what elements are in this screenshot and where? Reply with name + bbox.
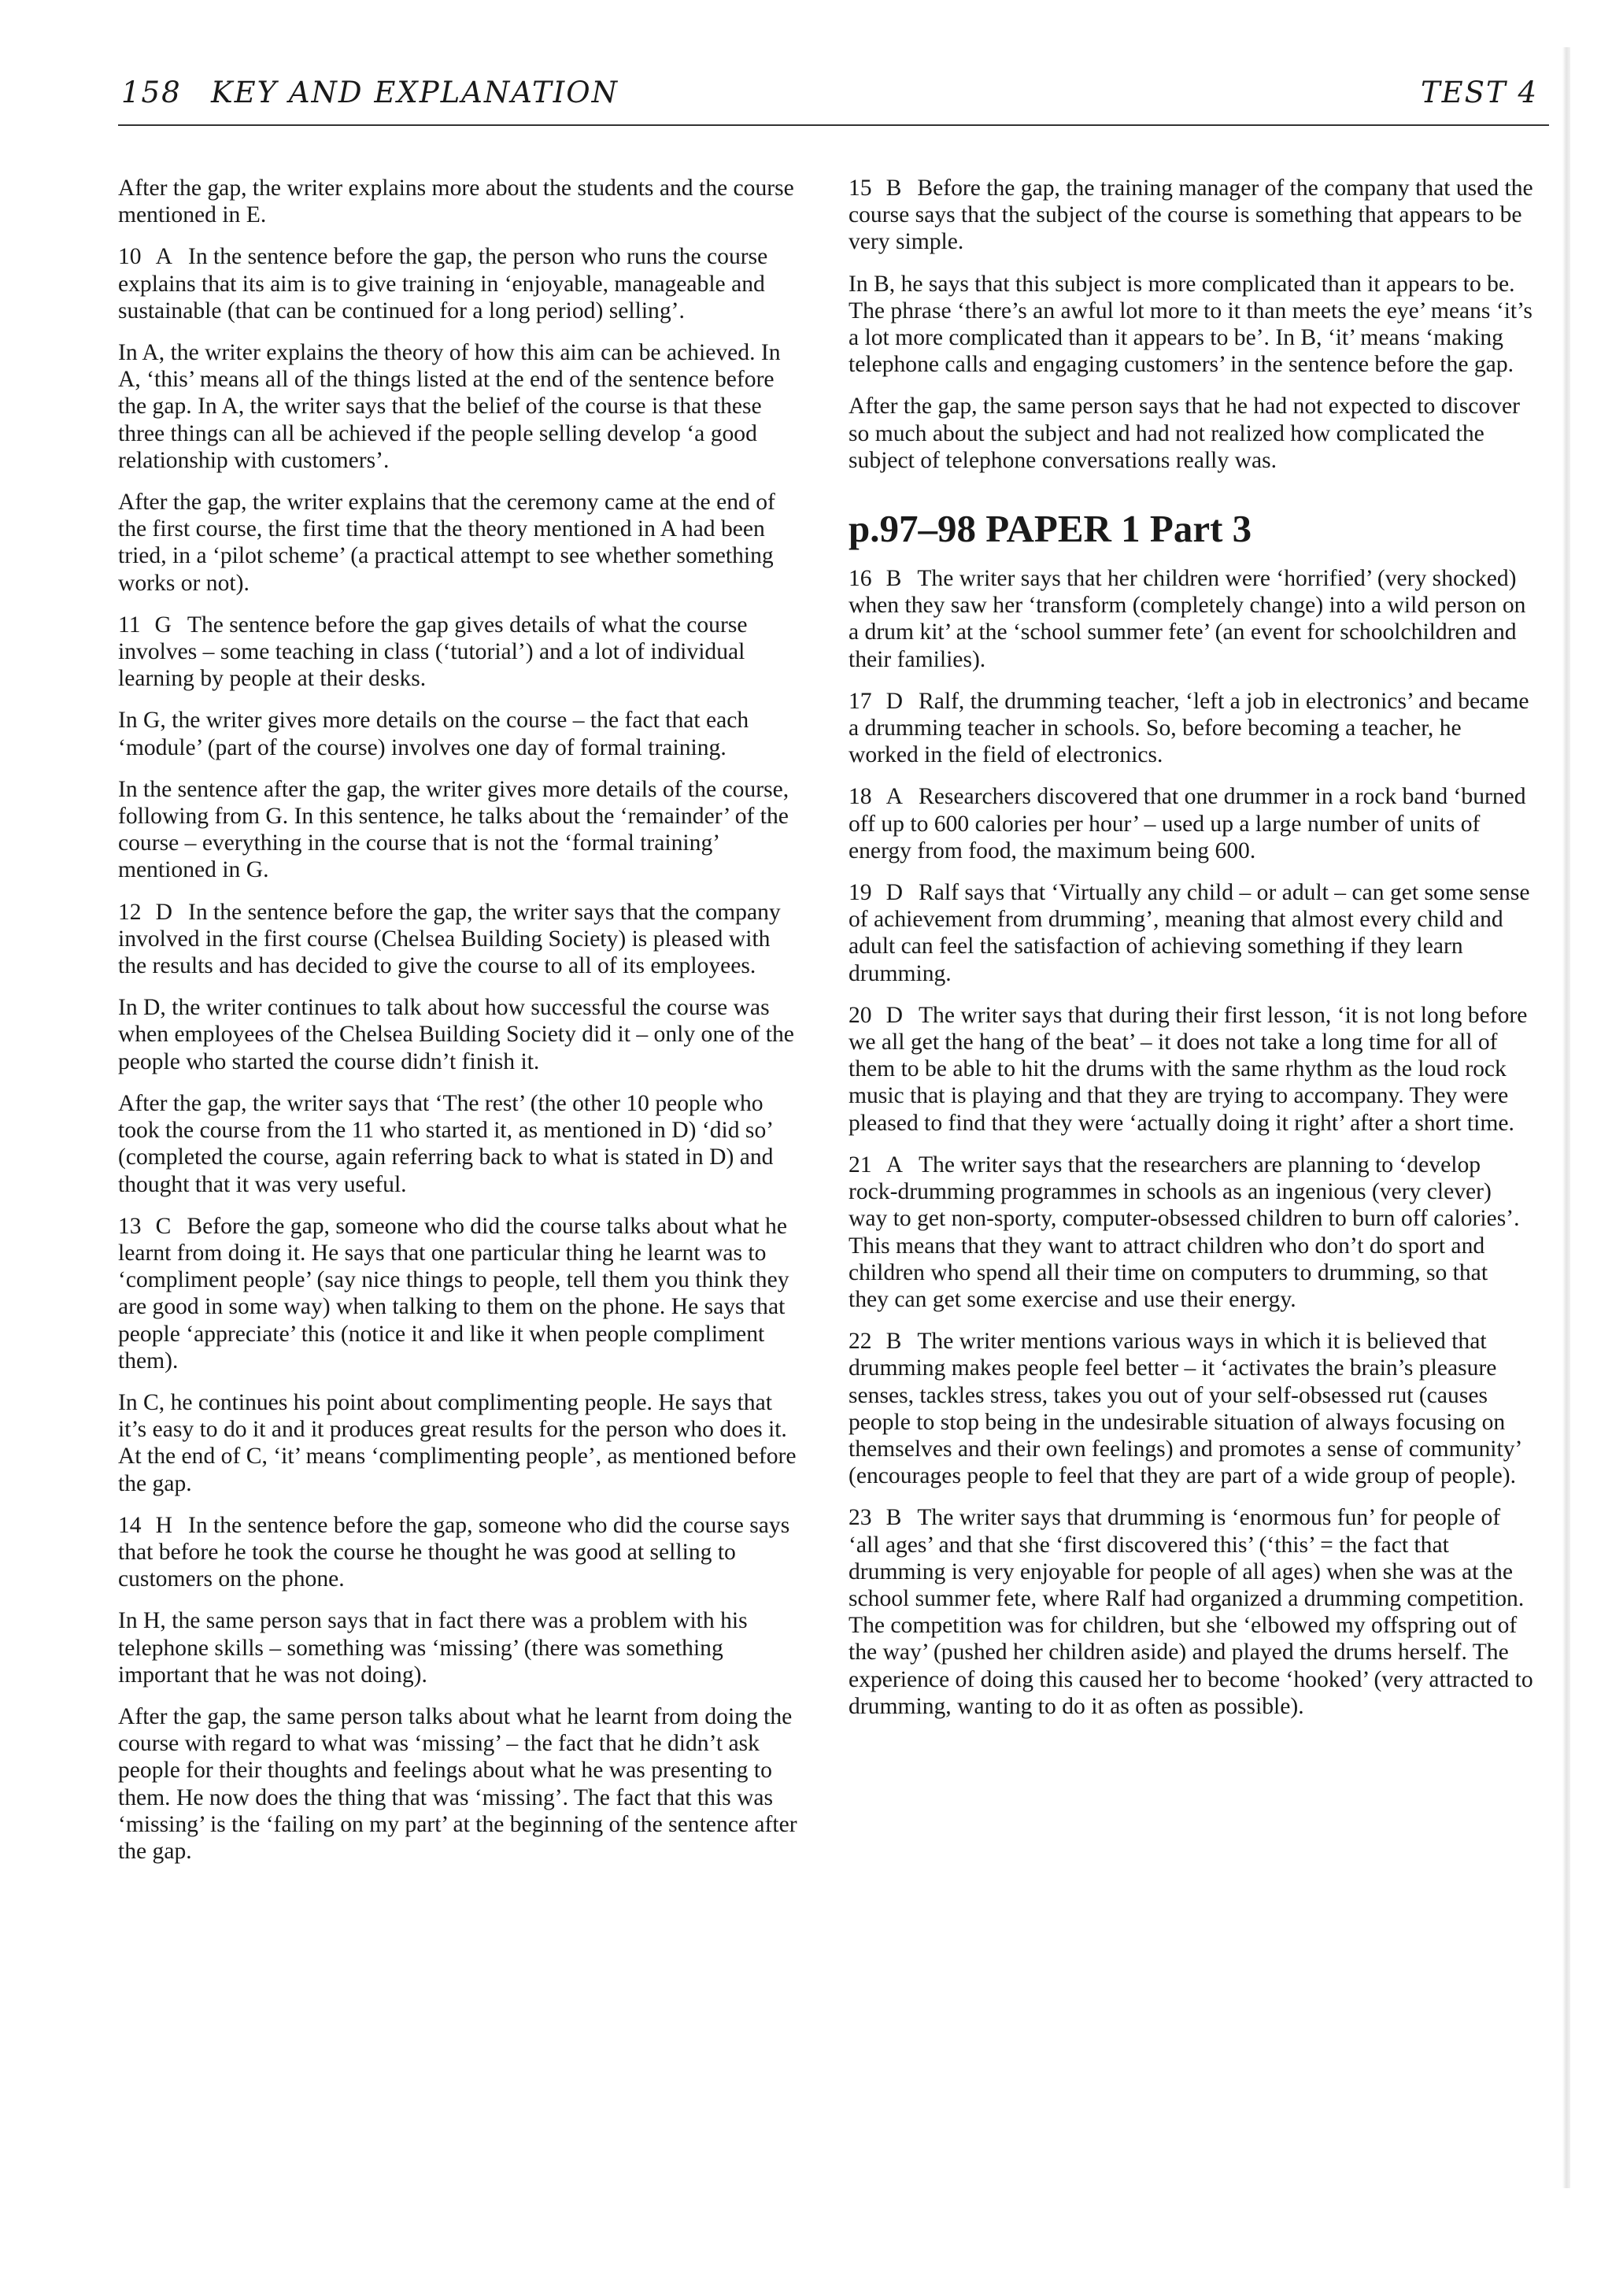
right-column-bottom — [849, 565, 1533, 1720]
paragraph-text: The writer says that her children were ‘horrified’ (very shocked) when they saw her ‘transform (completely change) into a wild person on a drum kit’ at the ‘school summer fete’ (an event for schoolchildren and their families). — [849, 566, 1526, 672]
explanation-paragraph — [118, 776, 803, 884]
answer-item-18 — [849, 783, 1533, 864]
paragraph-text: In the sentence before the gap, the writer says that the company involved in the first course (Chelsea Building Society) is pleased with the results and has decided to give the course to all of its employees. — [118, 899, 781, 979]
explanation-paragraph — [118, 1607, 803, 1688]
paragraph-text: The writer mentions various ways in which it is believed that drumming makes people feel better – it ‘activates the brain’s pleasure senses, tackles stress, takes you out of your self-obsessed rut (causes people to stop being in the undesirable situation of always focusing on themselves and their own feelings) and promotes a sense of community’ (encourages people to feel that they are part of a wide group of people). — [849, 1329, 1521, 1489]
paragraph-text: Before the gap, the training manager of the company that used the course says that the subject of the course is something that appears to be very simple. — [849, 176, 1533, 255]
answer-item-22 — [849, 1328, 1533, 1489]
paragraph-text: In the sentence before the gap, someone who did the course says that before he took the course he thought he was good at selling to customers on the phone. — [118, 1512, 790, 1592]
paragraph-text: After the gap, the writer explains more about the students and the course mentioned in E. — [118, 176, 794, 228]
paragraph-text: In G, the writer gives more details on the course – the fact that each ‘module’ (part of the course) involves one day of formal training. — [118, 708, 749, 760]
paragraph-text: The sentence before the gap gives details of what the course involves – some teaching in class (‘tutorial’) and a lot of individual learning by people at their desks. — [118, 612, 748, 692]
answer-letter: A — [155, 244, 172, 270]
paragraph-text: In the sentence after the gap, the writer gives more details of the course, following from G. In this sentence, he talks about the ‘remainder’ of the course – everything in the course that is not the ‘formal training’ mentioned in G. — [118, 776, 789, 883]
question-number: 23 — [849, 1505, 872, 1531]
paragraph-text: After the gap, the same person says that he had not expected to discover so much about the subject and had not realized how complicated the subject of telephone conversations really was. — [849, 394, 1521, 473]
page-header — [118, 72, 1549, 126]
answer-item-19 — [849, 879, 1533, 987]
answer-letter: B — [885, 1329, 902, 1355]
question-number: 21 — [849, 1152, 872, 1178]
left-column — [118, 175, 803, 1880]
paragraph-text: After the gap, the writer explains that the ceremony came at the end of the first course, the first time that the theory mentioned in A had been tried, in a ‘pilot scheme’ (a practical attempt to see whether something works or not). — [118, 490, 775, 596]
question-number: 16 — [849, 566, 872, 592]
page-number: 158 — [121, 76, 182, 109]
question-number: 15 — [849, 176, 872, 201]
question-number: 20 — [849, 1002, 872, 1028]
paragraph-text: The writer says that drumming is ‘enormous fun’ for people of ‘all ages’ and that she ‘first discovered this’ (‘this’ = the fact that drumming is very enjoyable for people of all ages) when she was at the school summer fete, where Ralf had organized a drumming competition. The competition was for children, but she ‘elbowed my offspring out of the way’ (pushed her children aside) and played the drums herself. The experience of doing this caused her to become ‘hooked’ (very attracted to drumming, wanting to do it as often as possible). — [849, 1505, 1533, 1719]
answer-item-23 — [849, 1504, 1533, 1720]
explanation-paragraph — [118, 994, 803, 1075]
question-number: 11 — [118, 612, 141, 638]
paragraph-text: After the gap, the same person talks about what he learnt from doing the course with regard to what was ‘missing’ – the fact that he didn’t ask people for their thoughts and feelings about what he was presenting to them. He now does the thing that was ‘missing’. The fact that this was ‘missing’ is the ‘failing on my part’ at the beginning of the sentence after the gap. — [118, 1703, 797, 1864]
answer-item-12 — [118, 899, 803, 980]
answer-letter: G — [154, 612, 172, 638]
answer-letter: A — [885, 1152, 903, 1178]
answer-item-15 — [849, 175, 1533, 256]
paragraph-text: In H, the same person says that in fact there was a problem with his telephone skills – something was ‘missing’ (there was something important that he was not doing). — [118, 1608, 748, 1688]
explanation-paragraph — [118, 1090, 803, 1198]
paragraph-text: In A, the writer explains the theory of how this aim can be achieved. In A, ‘this’ means all of the things listed at the end of the sentence before the gap. In A, the writer says that the belief of the course is that these three things can all be achieved if the people selling develop ‘a good relationship with customers’. — [118, 340, 781, 473]
explanation-paragraph — [118, 339, 803, 474]
page-edge-shadow — [1562, 47, 1570, 2188]
question-number: 18 — [849, 784, 872, 810]
answer-letter: C — [155, 1213, 172, 1239]
right-column — [849, 175, 1533, 1735]
test-label: TEST 4 — [1420, 76, 1538, 109]
answer-item-21 — [849, 1152, 1533, 1313]
question-number: 13 — [118, 1213, 142, 1239]
paragraph-text: In the sentence before the gap, the person who runs the course explains that its aim is to give training in ‘enjoyable, manageable and sustainable (that can be continued for a long period) selling’. — [118, 244, 768, 324]
answer-letter: B — [885, 176, 902, 201]
answer-letter: D — [885, 880, 903, 906]
explanation-paragraph — [849, 393, 1533, 474]
explanation-paragraph — [118, 707, 803, 760]
explanation-paragraph — [118, 1389, 803, 1497]
paragraph-text: Before the gap, someone who did the course talks about what he learnt from doing it. He says that one particular thing he learnt was to ‘compliment people’ (say nice things to people, tell them you think they are good in some way) when talking to them on the phone. He says that people ‘appreciate’ this (notice it and like it when people compliment them). — [118, 1213, 789, 1374]
question-number: 10 — [118, 244, 142, 270]
question-number: 22 — [849, 1329, 872, 1355]
paragraph-text: Ralf, the drumming teacher, ‘left a job in electronics’ and became a drumming teacher in schools. So, before becoming a teacher, he worked in the field of electronics. — [849, 688, 1529, 768]
answer-item-10 — [118, 243, 803, 324]
explanation-paragraph — [118, 489, 803, 597]
answer-letter: B — [885, 1505, 902, 1531]
explanation-paragraph — [849, 271, 1533, 379]
answer-item-17 — [849, 688, 1533, 769]
paragraph-text: Ralf says that ‘Virtually any child – or adult – can get some sense of achievement from drumming’, meaning that almost every child and adult can feel the satisfaction of achieving something if they learn drumming. — [849, 880, 1530, 986]
explanation-paragraph — [118, 1703, 803, 1865]
answer-item-13 — [118, 1213, 803, 1374]
answer-letter: D — [885, 688, 903, 714]
answer-letter: D — [885, 1002, 903, 1028]
question-number: 14 — [118, 1512, 142, 1538]
section-heading: p.97–98 PAPER 1 Part 3 — [849, 507, 1252, 551]
paragraph-text: In C, he continues his point about complimenting people. He says that it’s easy to do it and it produces great results for the person who does it. At the end of C, ‘it’ means ‘complimenting people’, as mentioned before the gap. — [118, 1389, 797, 1496]
paragraph-text: The writer says that the researchers are planning to ‘develop rock-drumming programmes in schools as an ingenious (very clever) way to get non-sporty, computer-obsessed children to burn off calories’. This means that they want to attract children who don’t do sport and children who spend all their time on computers to drumming, so that they can get some exercise and use their energy. — [849, 1152, 1520, 1312]
paragraph-text: After the gap, the writer says that ‘The rest’ (the other 10 people who took the course from the 11 who started it, as mentioned in D) ‘did so’ (completed the course, again referring back to what is stated in D) and thought that it was very useful. — [118, 1090, 774, 1197]
paragraph-text: In D, the writer continues to talk about how successful the course was when employees of the Chelsea Building Society did it – only one of the people who started the course didn’t finish it. — [118, 995, 794, 1074]
answer-letter: B — [885, 566, 902, 592]
answer-letter: H — [155, 1512, 172, 1538]
answer-letter: A — [885, 784, 903, 810]
paragraph-text: Researchers discovered that one drummer in a rock band ‘burned off up to 600 calories per hour’ – used up a large number of units of energy from food, the maximum being 600. — [849, 784, 1526, 863]
question-number: 17 — [849, 688, 872, 714]
answer-item-20 — [849, 1002, 1533, 1137]
header-title: KEY AND EXPLANATION — [211, 76, 619, 109]
explanation-paragraph — [118, 175, 803, 228]
answer-item-14 — [118, 1512, 803, 1593]
answer-item-16 — [849, 565, 1533, 673]
question-number: 19 — [849, 880, 872, 906]
paragraph-text: The writer says that during their first lesson, ‘it is not long before we all get the hang of the beat’ – it does not take a long time for all of them to be able to hit the drums with the same rhythm as the loud rock music that is playing and that they are trying to accompany. They were pleased to find that they were ‘actually doing it right’ after a short time. — [849, 1002, 1528, 1136]
paragraph-text: In B, he says that this subject is more complicated than it appears to be. The phrase ‘there’s an awful lot more to it than meets the eye’ means ‘it’s a lot more complicated than it appears to be’. In B, ‘it’ means ‘making telephone calls and engaging customers’ in the sentence before the gap. — [849, 271, 1533, 378]
answer-letter: D — [155, 899, 172, 925]
right-column-top — [849, 175, 1533, 474]
answer-item-11 — [118, 612, 803, 693]
question-number: 12 — [118, 899, 142, 925]
